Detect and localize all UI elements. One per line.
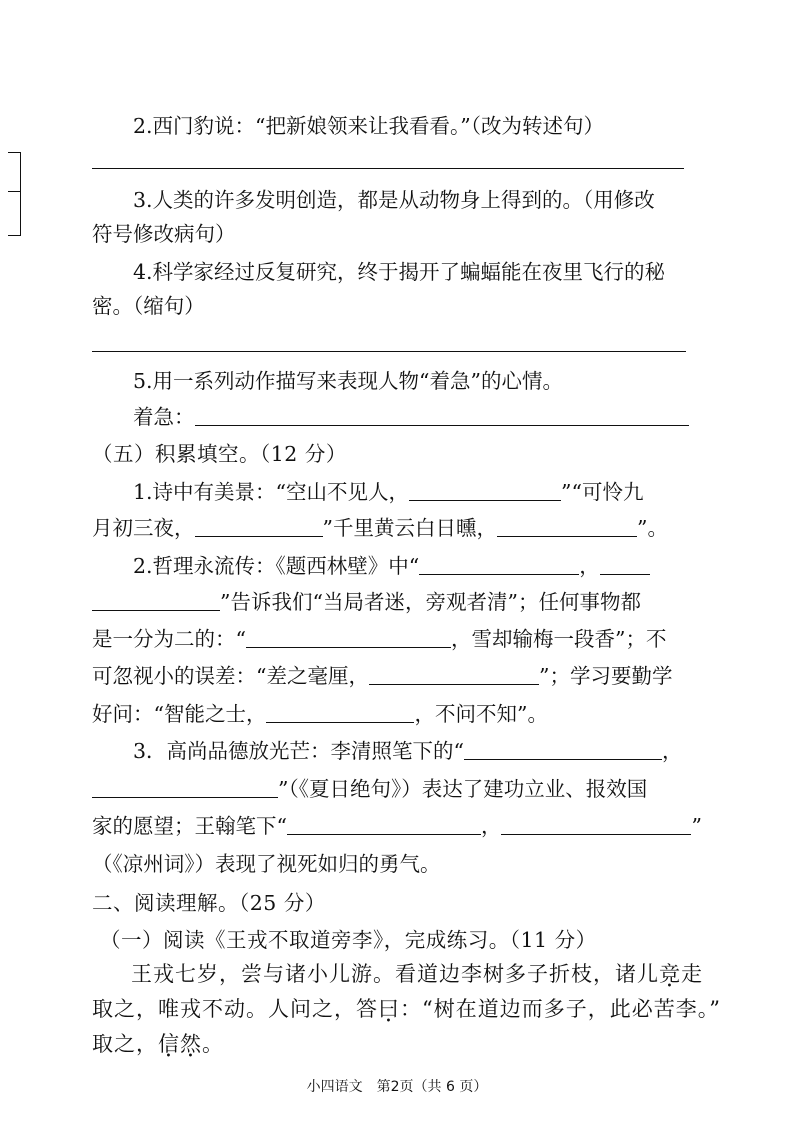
fill-3-line2 [92,779,647,800]
fill-3-text-b: ， [662,739,683,763]
fill-2-text-g: ”；学习要勤学 [538,664,673,688]
fill-2-line5 [92,704,548,725]
fill-2-line4 [92,666,672,687]
fill-1-text-a: 1.诗中有美景：“空山不见人， [133,480,410,504]
section-5-title: （五）积累填空。（12 分） [92,442,347,466]
question-3-line2: 符号修改病句） [92,222,236,246]
blank-3-2[interactable] [92,779,278,798]
part-2-title: 二、阅读理解。（25 分） [92,891,326,915]
fill-3-text-d: 家的愿望；王翰笔下“ [92,814,287,838]
fill-2-text-h: 好问：“智能之士， [92,702,267,726]
passage-text-2a: 取之，唯戎不动。人问之，答 [92,997,378,1021]
blank-2-3[interactable] [246,629,451,648]
fill-3-line1 [133,741,683,762]
fill-2-text-d: 是一分为二的：“ [92,627,246,651]
blank-2-5[interactable] [266,704,414,723]
blank-1-2[interactable] [195,518,323,537]
question-5-label [133,407,689,428]
passage-text-3d: 。 [202,1032,224,1056]
fill-3-text-f: ” [691,814,702,838]
fill-2-line3 [92,629,666,650]
page-footer: 小四语文 第2页（共 6 页） [306,1079,488,1095]
question-4-line2: 密。（缩句） [92,294,205,318]
fill-1-text-e: ”。 [636,516,668,540]
reading-1-title: （一）阅读《王戎不取道旁李》，完成练习。（11 分） [100,928,597,952]
fill-1-line1 [133,482,644,503]
fill-1-text-c: 月初三夜， [92,516,195,540]
passage-text-3a: 取之， [92,1032,158,1056]
answer-blank-q5[interactable] [195,407,689,426]
fill-2-text-e: ，雪却输梅一段香”；不 [450,627,667,651]
fill-3-text-a: 3．高尚品德放光芒：李清照笔下的“ [133,739,465,763]
fill-2-text-i: ，不问不知”。 [414,702,548,726]
fill-2-text-b: ， [579,554,600,578]
question-3-line1: 3.人类的许多发明创造，都是从动物身上得到的。（用修改 [133,188,655,212]
passage-dotted-jing: 竞 [659,962,681,986]
fill-3-text-e: ， [480,814,502,838]
question-2: 2.西门豹说：“把新娘领来让我看看。”（改为转述句） [133,114,605,138]
fill-2-text-f: 可忽视小的误差：“差之毫厘， [92,664,369,688]
binding-bracket-tick [8,191,20,192]
fill-2-line2 [92,592,641,613]
fill-2-line1 [133,556,650,577]
blank-2-1[interactable] [419,556,579,575]
fill-3-line3 [92,816,702,837]
passage-text-1c: 走 [681,962,703,986]
question-5: 5.用一系列动作描写来表现人物“着急”的心情。 [133,369,564,393]
fill-1-text-b: ”“可怜九 [561,480,644,504]
fill-1-text-d: ”千里黄云白日曛， [322,516,497,540]
blank-2-4[interactable] [369,666,539,685]
passage-text-2c: ：“树在道边而多子，此必苦李。” [400,997,721,1021]
fill-2-text-c: ”告诉我们“当局者迷，旁观者清”；任何事物都 [220,590,641,614]
blank-1-1[interactable] [409,482,561,501]
passage-line3 [92,1034,224,1055]
blank-3-4[interactable] [501,816,691,835]
q5-label-text: 着急： [133,405,195,429]
binding-bracket [8,152,21,236]
blank-2-2b[interactable] [92,592,220,611]
answer-line-q2[interactable] [92,168,684,169]
passage-dotted-ran: 然 [180,1032,202,1056]
passage-dotted-yue: 曰 [378,997,400,1021]
passage-line1 [131,964,703,985]
passage-line2 [92,999,721,1020]
fill-1-line2 [92,518,668,539]
fill-3-line4: （《凉州词》）表现了视死如归的勇气。 [92,852,441,876]
question-4-line1: 4.科学家经过反复研究，终于揭开了蝙蝠能在夜里飞行的秘 [133,260,666,284]
passage-dotted-xin: 信 [158,1032,180,1056]
blank-3-3[interactable] [287,816,481,835]
blank-3-1[interactable] [464,741,662,760]
answer-line-q4[interactable] [92,351,686,352]
fill-2-text-a: 2.哲理永流传：《题西林壁》中“ [133,554,420,578]
blank-2-2a[interactable] [600,556,650,575]
fill-3-text-c: ”（《夏日绝句》）表达了建功立业、报效国 [278,777,648,801]
blank-1-3[interactable] [497,518,637,537]
passage-text-1a: 王戎七岁，尝与诸小儿游。看道边李树多子折枝，诸儿 [131,962,659,986]
